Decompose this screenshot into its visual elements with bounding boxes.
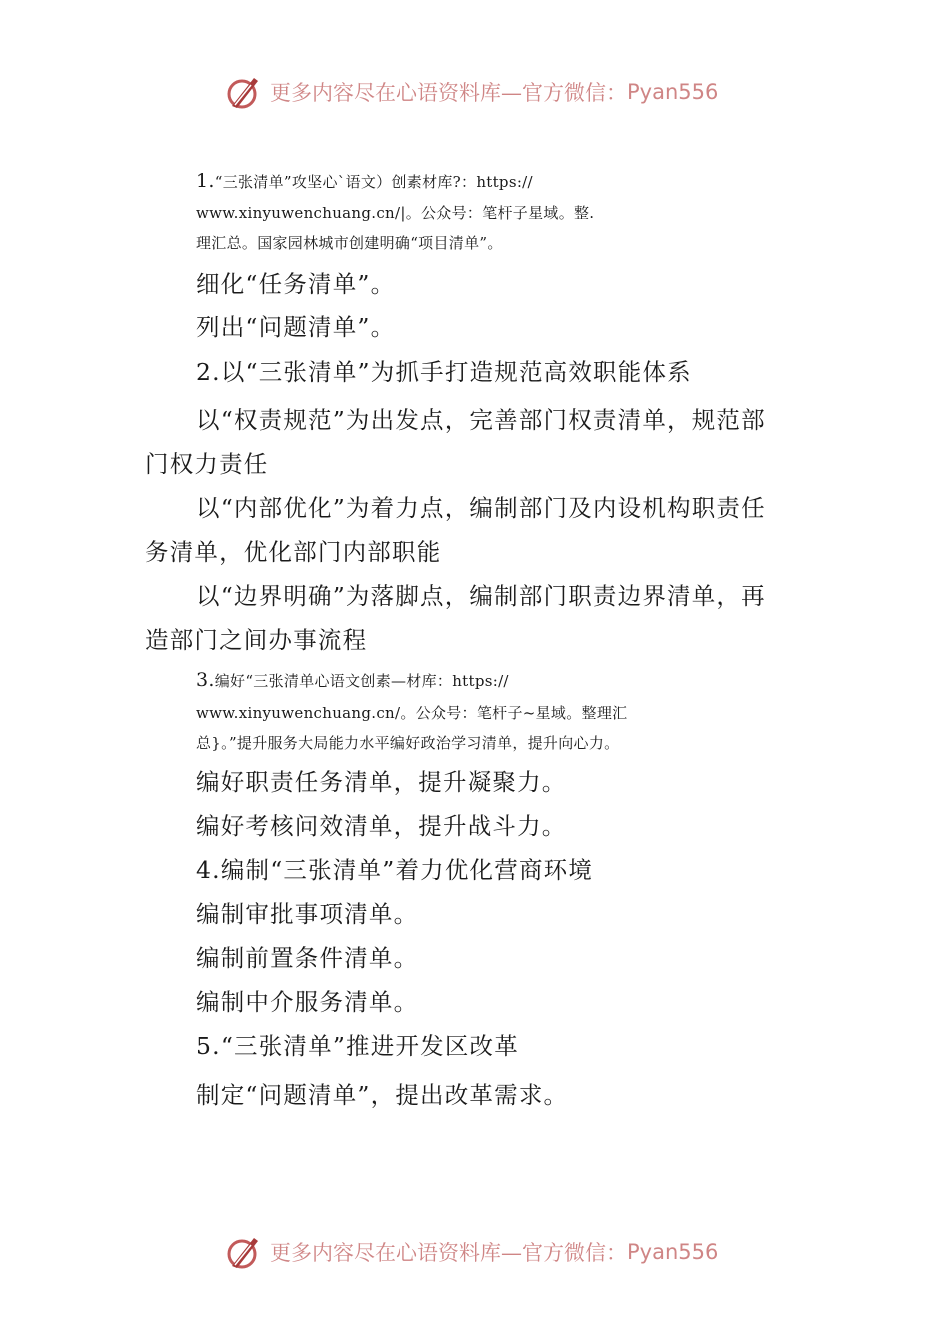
pen-logo-icon	[224, 1232, 264, 1272]
header-banner	[224, 70, 718, 114]
text-line	[196, 669, 509, 691]
text-line: 编好职责任务清单，提升凝聚力。	[196, 768, 567, 796]
banner-wechat-id: Pyan556	[627, 80, 719, 104]
line-text: “三张清单”攻坚心`语文）创素材库?：https://	[214, 173, 533, 191]
text-line: 造部门之间办事流程	[145, 626, 368, 654]
item-number: 3.	[196, 669, 215, 691]
item-number: 1.	[196, 170, 215, 192]
text-line: 以“内部优化”为着力点，编制部门及内设机构职责任	[196, 494, 766, 522]
text-line: 总}。”提升服务大局能力水平编好政治学习清单，提升向心力。	[196, 734, 620, 752]
banner-text: 更多内容尽在心语资料库—官方微信：	[270, 1241, 627, 1265]
text-line: 务清单，优化部门内部职能	[145, 538, 442, 566]
text-line: 理汇总。国家园林城市创建明确“项目清单”。	[196, 234, 503, 252]
pen-logo-icon	[224, 72, 264, 112]
text-line: 编制前置条件清单。	[196, 944, 419, 972]
text-line: 编制审批事项清单。	[196, 900, 419, 928]
banner-text: 更多内容尽在心语资料库—官方微信：	[270, 81, 627, 105]
text-line	[196, 170, 533, 192]
text-line: 编好考核问效清单，提升战斗力。	[196, 812, 567, 840]
text-line: 编制中介服务清单。	[196, 988, 419, 1016]
text-line: www.xinyuwenchuang.cn/。公众号：笔杆子~星域。整理汇	[196, 704, 628, 722]
section-heading: 2.以“三张清单”为抓手打造规范高效职能体系	[196, 358, 692, 386]
line-text: 编好“三张清单心语文创素—材库：https://	[214, 672, 509, 690]
section-heading: 4.编制“三张清单”着力优化营商环境	[196, 856, 594, 884]
section-heading: 5.“三张清单”推进开发区改革	[196, 1032, 519, 1060]
text-line: 以“边界明确”为落脚点，编制部门职责边界清单，再	[196, 582, 766, 610]
text-line: 细化“任务清单”。	[196, 270, 396, 298]
footer-banner	[224, 1230, 718, 1274]
text-line: 制定“问题清单”，提出改革需求。	[196, 1081, 569, 1109]
banner-wechat-id: Pyan556	[627, 1240, 719, 1264]
text-line: 以“权责规范”为出发点，完善部门权责清单，规范部	[196, 406, 766, 434]
text-line: 列出“问题清单”。	[196, 313, 396, 341]
text-line: www.xinyuwenchuang.cn/|。公众号：笔杆子星域。整.	[196, 204, 595, 222]
text-line: 门权力责任	[145, 450, 269, 478]
